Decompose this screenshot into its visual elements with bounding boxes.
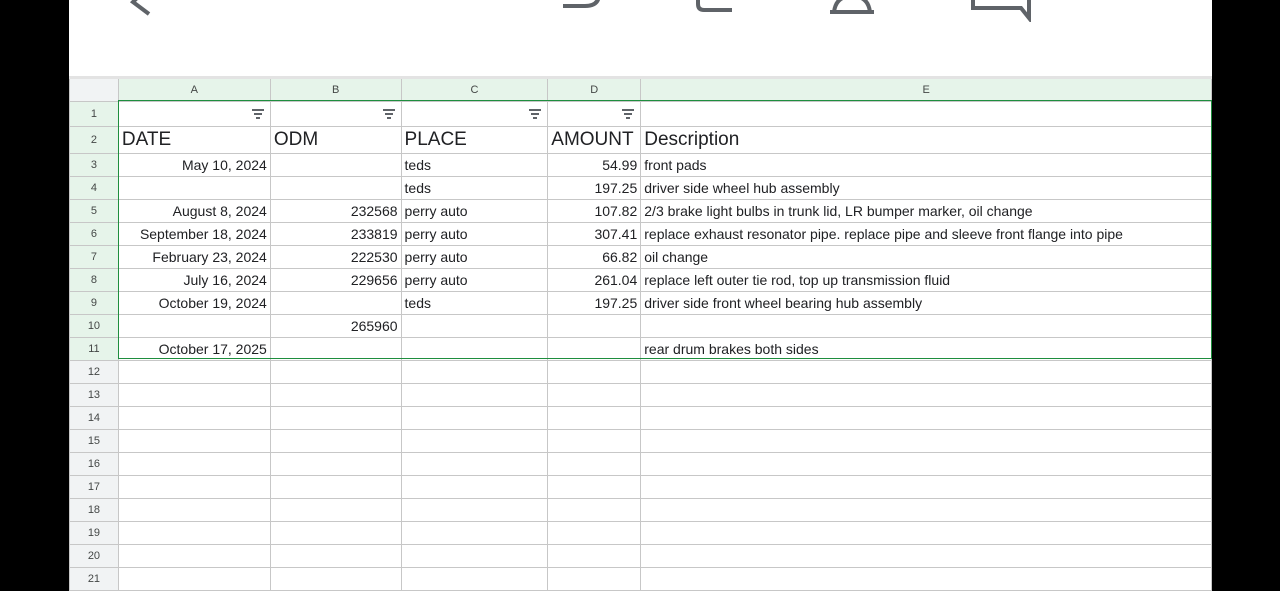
cell[interactable] xyxy=(270,499,401,522)
row-header[interactable]: 17 xyxy=(70,476,119,499)
amount-header-cell[interactable]: AMOUNT xyxy=(548,127,641,154)
description-cell[interactable] xyxy=(641,315,1212,338)
cell[interactable] xyxy=(641,545,1212,568)
date-cell[interactable]: September 18, 2024 xyxy=(118,223,270,246)
table-row xyxy=(70,476,1212,499)
odm-cell[interactable]: 233819 xyxy=(270,223,401,246)
cell[interactable] xyxy=(401,453,548,476)
place-cell[interactable] xyxy=(401,315,548,338)
cell[interactable] xyxy=(401,384,548,407)
row-header[interactable]: 14 xyxy=(70,407,119,430)
cell[interactable] xyxy=(641,499,1212,522)
chat-icon[interactable] xyxy=(969,0,1035,22)
column-header-row xyxy=(70,78,1212,102)
row-header[interactable]: 3 xyxy=(70,154,119,177)
cell[interactable] xyxy=(641,407,1212,430)
column-header-d[interactable]: D xyxy=(548,78,641,102)
description-cell[interactable]: replace left outer tie rod, top up transmission fluid xyxy=(641,269,1212,292)
cell[interactable] xyxy=(118,545,270,568)
cell[interactable] xyxy=(548,499,641,522)
cell[interactable] xyxy=(118,499,270,522)
cell[interactable] xyxy=(641,384,1212,407)
cell[interactable] xyxy=(270,361,401,384)
row-header[interactable]: 6 xyxy=(70,223,119,246)
cell[interactable] xyxy=(401,430,548,453)
cell[interactable] xyxy=(270,568,401,591)
cell[interactable] xyxy=(641,361,1212,384)
date-header-cell[interactable]: DATE xyxy=(118,127,270,154)
table-row xyxy=(70,407,1212,430)
table-row xyxy=(70,384,1212,407)
toolbar xyxy=(69,0,1212,76)
odm-cell[interactable]: 222530 xyxy=(270,246,401,269)
table-row xyxy=(70,177,1212,200)
amount-cell[interactable]: 261.04 xyxy=(548,269,641,292)
cell[interactable] xyxy=(118,430,270,453)
cell[interactable] xyxy=(401,476,548,499)
cell[interactable] xyxy=(548,545,641,568)
table-row xyxy=(70,223,1212,246)
cell[interactable] xyxy=(641,430,1212,453)
cell[interactable] xyxy=(548,361,641,384)
table-row xyxy=(70,154,1212,177)
cell[interactable] xyxy=(548,453,641,476)
description-cell[interactable]: driver side wheel hub assembly xyxy=(641,177,1212,200)
cell[interactable] xyxy=(118,361,270,384)
odm-cell[interactable]: 232568 xyxy=(270,200,401,223)
place-cell[interactable]: perry auto xyxy=(401,223,548,246)
cell[interactable] xyxy=(118,476,270,499)
table-row xyxy=(70,453,1212,476)
cell[interactable] xyxy=(641,453,1212,476)
description-cell[interactable]: front pads xyxy=(641,154,1212,177)
table-row xyxy=(70,269,1212,292)
table-row xyxy=(70,522,1212,545)
amount-cell[interactable]: 197.25 xyxy=(548,292,641,315)
cell[interactable] xyxy=(118,568,270,591)
amount-cell[interactable] xyxy=(548,315,641,338)
cell[interactable] xyxy=(548,522,641,545)
cell[interactable] xyxy=(548,476,641,499)
row-header[interactable]: 1 xyxy=(70,102,119,127)
odm-cell[interactable] xyxy=(270,338,401,361)
cell[interactable] xyxy=(548,102,641,127)
cell[interactable] xyxy=(118,384,270,407)
header-row xyxy=(70,127,1212,154)
amount-cell[interactable]: 307.41 xyxy=(548,223,641,246)
row-header[interactable]: 9 xyxy=(70,292,119,315)
odm-header-cell[interactable]: ODM xyxy=(270,127,401,154)
filter-icon[interactable] xyxy=(252,109,264,118)
row-header[interactable]: 7 xyxy=(70,246,119,269)
description-cell[interactable]: replace exhaust resonator pipe. replace pipe and sleeve front flange into pipe xyxy=(641,223,1212,246)
cell[interactable] xyxy=(118,102,270,127)
cell[interactable] xyxy=(118,522,270,545)
amount-cell[interactable]: 66.82 xyxy=(548,246,641,269)
cell[interactable] xyxy=(270,522,401,545)
column-header-a[interactable]: A xyxy=(118,78,270,102)
cell[interactable] xyxy=(270,453,401,476)
redo-icon[interactable] xyxy=(559,0,605,12)
cell[interactable] xyxy=(401,545,548,568)
cell[interactable] xyxy=(548,407,641,430)
back-arrow-icon[interactable] xyxy=(127,0,167,16)
row-header[interactable]: 20 xyxy=(70,545,119,568)
odm-cell[interactable]: 229656 xyxy=(270,269,401,292)
cell[interactable] xyxy=(401,568,548,591)
date-cell[interactable] xyxy=(118,315,270,338)
cell[interactable] xyxy=(548,568,641,591)
sheet-grid xyxy=(69,76,1212,591)
date-cell[interactable]: February 23, 2024 xyxy=(118,246,270,269)
cell[interactable] xyxy=(641,476,1212,499)
description-cell[interactable]: driver side front wheel bearing hub assembly xyxy=(641,292,1212,315)
place-cell[interactable]: perry auto xyxy=(401,246,548,269)
amount-cell[interactable]: 197.25 xyxy=(548,177,641,200)
row-header[interactable]: 11 xyxy=(70,338,119,361)
column-header-c[interactable]: C xyxy=(401,78,548,102)
table-row xyxy=(70,430,1212,453)
description-header-cell[interactable]: Description xyxy=(641,127,1212,154)
cell[interactable] xyxy=(270,476,401,499)
cell[interactable] xyxy=(270,384,401,407)
place-cell[interactable] xyxy=(401,338,548,361)
table-row xyxy=(70,246,1212,269)
date-cell[interactable]: October 19, 2024 xyxy=(118,292,270,315)
filter-icon[interactable] xyxy=(529,109,541,118)
row-header[interactable]: 8 xyxy=(70,269,119,292)
row-header[interactable]: 4 xyxy=(70,177,119,200)
date-cell[interactable]: October 17, 2025 xyxy=(118,338,270,361)
description-cell[interactable]: oil change xyxy=(641,246,1212,269)
row-header[interactable]: 16 xyxy=(70,453,119,476)
row-header[interactable]: 5 xyxy=(70,200,119,223)
cell[interactable] xyxy=(270,430,401,453)
date-cell[interactable] xyxy=(118,177,270,200)
row-header[interactable]: 18 xyxy=(70,499,119,522)
cell[interactable] xyxy=(641,522,1212,545)
comment-icon[interactable] xyxy=(694,0,740,12)
cell[interactable] xyxy=(118,453,270,476)
date-cell[interactable]: May 10, 2024 xyxy=(118,154,270,177)
description-cell[interactable]: 2/3 brake light bulbs in trunk lid, LR bumper marker, oil change xyxy=(641,200,1212,223)
row-header[interactable]: 2 xyxy=(70,127,119,154)
place-cell[interactable]: teds xyxy=(401,177,548,200)
table-row xyxy=(70,361,1212,384)
table-row xyxy=(70,200,1212,223)
row-header[interactable]: 19 xyxy=(70,522,119,545)
cell[interactable] xyxy=(118,407,270,430)
place-cell[interactable]: teds xyxy=(401,292,548,315)
date-cell[interactable]: August 8, 2024 xyxy=(118,200,270,223)
cell[interactable] xyxy=(401,361,548,384)
column-header-e[interactable]: E xyxy=(641,78,1212,102)
row-header[interactable]: 15 xyxy=(70,430,119,453)
odm-cell[interactable] xyxy=(270,154,401,177)
table-row xyxy=(70,545,1212,568)
place-cell[interactable]: perry auto xyxy=(401,269,548,292)
cell[interactable] xyxy=(270,545,401,568)
cell[interactable] xyxy=(270,102,401,127)
cell[interactable] xyxy=(641,102,1212,127)
filter-icon[interactable] xyxy=(383,109,395,118)
select-all-corner[interactable] xyxy=(70,78,119,102)
date-cell[interactable]: July 16, 2024 xyxy=(118,269,270,292)
row-header[interactable]: 12 xyxy=(70,361,119,384)
table-row xyxy=(70,338,1212,361)
table-row xyxy=(70,292,1212,315)
table-row xyxy=(70,568,1212,591)
amount-cell[interactable] xyxy=(548,338,641,361)
row-header[interactable]: 10 xyxy=(70,315,119,338)
column-header-b[interactable]: B xyxy=(270,78,401,102)
place-cell[interactable]: teds xyxy=(401,154,548,177)
cell[interactable] xyxy=(548,430,641,453)
cell[interactable] xyxy=(401,499,548,522)
cell[interactable] xyxy=(270,407,401,430)
table-row xyxy=(70,315,1212,338)
cell[interactable] xyxy=(401,522,548,545)
spreadsheet-screen xyxy=(69,0,1212,591)
odm-cell[interactable] xyxy=(270,177,401,200)
description-cell[interactable]: rear drum brakes both sides xyxy=(641,338,1212,361)
table-row xyxy=(70,102,1212,127)
row-header[interactable]: 13 xyxy=(70,384,119,407)
place-cell[interactable]: perry auto xyxy=(401,200,548,223)
amount-cell[interactable]: 107.82 xyxy=(548,200,641,223)
cell[interactable] xyxy=(641,568,1212,591)
cell[interactable] xyxy=(401,102,548,127)
add-person-icon[interactable] xyxy=(824,0,880,16)
filter-icon[interactable] xyxy=(622,109,634,118)
odm-cell[interactable]: 265960 xyxy=(270,315,401,338)
place-header-cell[interactable]: PLACE xyxy=(401,127,548,154)
row-header[interactable]: 21 xyxy=(70,568,119,591)
cell[interactable] xyxy=(548,384,641,407)
amount-cell[interactable]: 54.99 xyxy=(548,154,641,177)
odm-cell[interactable] xyxy=(270,292,401,315)
table-row xyxy=(70,499,1212,522)
cell[interactable] xyxy=(401,407,548,430)
